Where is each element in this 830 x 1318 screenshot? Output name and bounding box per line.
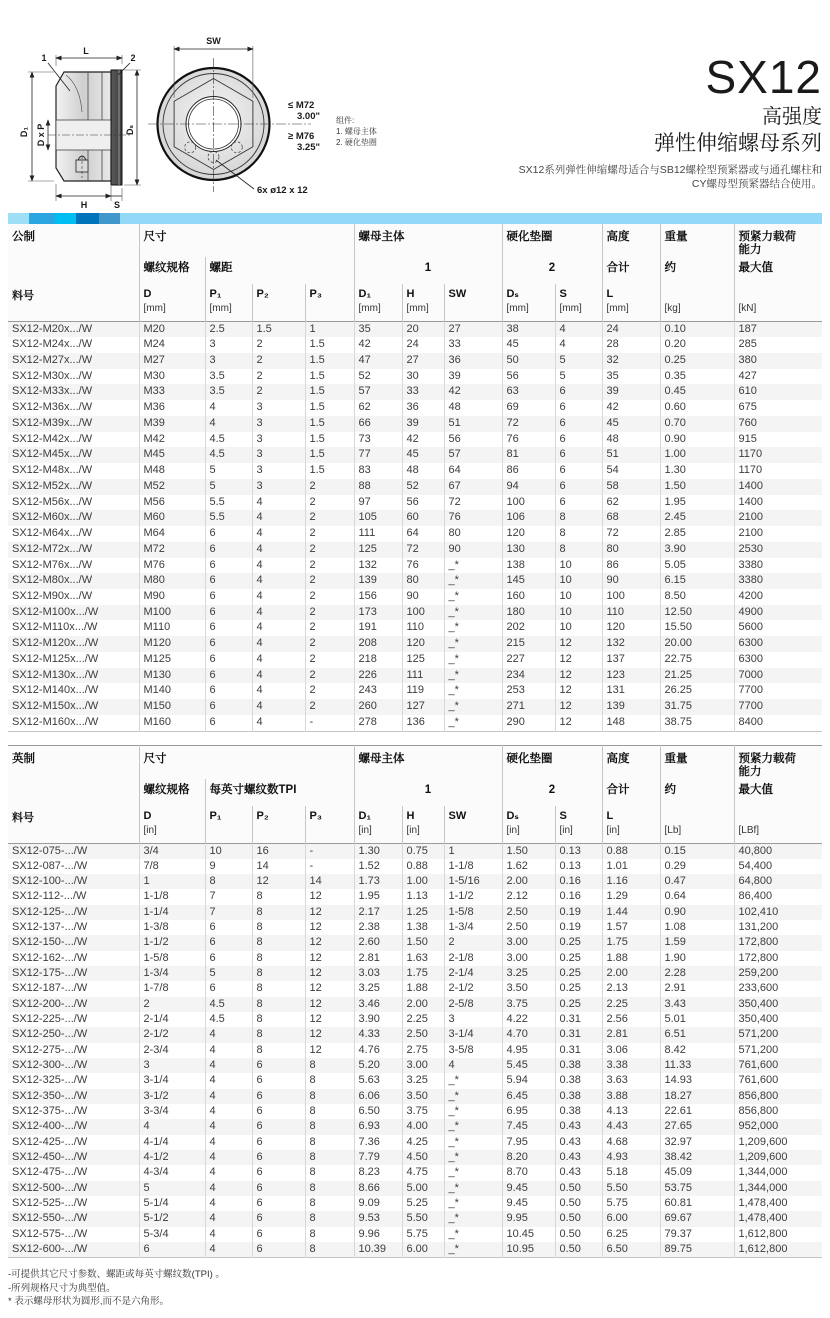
metric-group-size: 尺寸 (139, 224, 354, 257)
section-view (19, 46, 141, 210)
imperial-col-D1: D₁ [in] (354, 806, 402, 843)
table-row: SX12-125-.../W 1-1/4 7 8 12 2.17 1.25 1-5/8 2.50 0.19 1.44 0.90 102,410 (8, 905, 822, 920)
table-row: SX12-M72x.../W M72 6 4 2 125 72 90 130 8 80 3.90 2530 (8, 542, 822, 558)
table-row: SX12-087-.../W 7/8 9 14 - 1.52 0.88 1-1/8 1.62 0.13 1.01 0.29 54,400 (8, 859, 822, 874)
metric-sub-total: 合计 (602, 257, 660, 284)
table-row: SX12-M42x.../W M42 4.5 3 1.5 73 42 56 76 6 48 0.90 915 (8, 432, 822, 448)
metric-system-label: 公制 (8, 224, 139, 257)
brand-bar-segment (29, 213, 55, 224)
series-subtitle-type: 弹性伸缩螺母系列 (654, 132, 822, 155)
metric-sub-pitch: 螺距 (205, 257, 354, 284)
imperial-system-label: 英制 (8, 746, 139, 780)
series-title: SX12 (705, 51, 822, 103)
table-row: SX12-M125x.../W M125 6 4 2 218 125 _* 227 12 137 22.75 6300 (8, 652, 822, 668)
table-row: SX12-M36x.../W M36 4 3 1.5 62 36 48 69 6 42 0.60 675 (8, 400, 822, 416)
metric-col-capacity: [kN] (734, 284, 822, 321)
metric-sub-thread-spec: 螺纹规格 (139, 257, 205, 284)
table-row: SX12-M90x.../W M90 6 4 2 156 90 _* 160 10 100 8.50 4200 (8, 589, 822, 605)
technical-drawing (6, 28, 456, 213)
table-row: SX12-M160x.../W M160 6 4 - 278 136 _* 290 12 148 38.75 8400 (8, 715, 822, 731)
callout-2: 2 (130, 53, 136, 63)
table-row: SX12-575-.../W 5-3/4 4 6 8 9.96 5.75 _* 10.45 0.50 6.25 79.37 1,612,800 (8, 1227, 822, 1242)
footnote-other-sizes: -可提供其它尺寸参数、螺距或每英寸螺纹数(TPI) 。 (8, 1269, 225, 1280)
imperial-col-P2: P₂ (252, 806, 305, 843)
top-section (0, 0, 830, 213)
imperial-group-weight: 重量 (660, 746, 734, 780)
dim-D1-label: D₁ (19, 126, 29, 138)
table-row: SX12-M33x.../W M33 3.5 2 1.5 57 33 42 63 6 39 0.45 610 (8, 384, 822, 400)
imperial-sub-max: 最大值 (734, 779, 822, 806)
table-row: SX12-M64x.../W M64 6 4 2 111 64 80 120 8 72 2.85 2100 (8, 526, 822, 542)
dim-H-label: H (80, 200, 88, 210)
metric-sub-approx: 约 (660, 257, 734, 284)
imperial-sub-washer-index: 2 (502, 779, 602, 806)
imperial-group-preload-capacity: 预紧力载荷 能力 (734, 746, 822, 780)
table-row: SX12-112-.../W 1-1/8 7 8 12 1.95 1.13 1-1/2 2.12 0.16 1.29 0.64 86,400 (8, 889, 822, 904)
footnote-round-shape: * 表示螺母形状为圆形,而不是六角形。 (8, 1296, 169, 1307)
dim-DxP-label: D x P (36, 123, 46, 147)
imperial-group-nut-body: 螺母主体 (354, 746, 502, 780)
metric-sub-nut-index: 1 (354, 257, 502, 284)
series-description: SX12系列弹性伸缩螺母适合与SB12螺栓型预紧器或与通孔螺柱和 CY螺母型预紧器结合使用。 (518, 164, 822, 190)
imperial-col-weight: [Lb] (660, 806, 734, 843)
metric-table-body (8, 321, 822, 731)
brand-bar-segment (99, 213, 120, 224)
table-row: SX12-162-.../W 1-5/8 6 8 12 2.81 1.63 2-1/8 3.00 0.25 1.88 1.90 172,800 (8, 951, 822, 966)
metric-group-washer: 硬化垫圈 (502, 224, 602, 257)
legend-item-nut-body: 1. 螺母主体 (336, 127, 377, 136)
imperial-sub-approx: 约 (660, 779, 734, 806)
table-row: SX12-M130x.../W M130 6 4 2 226 111 _* 234 12 123 21.25 7000 (8, 668, 822, 684)
imperial-col-H: H [in] (402, 806, 444, 843)
dim-SW-label: SW (206, 36, 221, 46)
table-row: SX12-M39x.../W M39 4 3 1.5 66 39 51 72 6 45 0.70 760 (8, 416, 822, 432)
imperial-sub-thread-spec: 螺纹规格 (139, 779, 205, 806)
footnotes (8, 1268, 225, 1309)
metric-col-P3: P₃ (305, 284, 354, 321)
imperial-col-Ds: Dₛ [in] (502, 806, 555, 843)
table-row: SX12-M150x.../W M150 6 4 2 260 127 _* 271 12 139 31.75 7700 (8, 699, 822, 715)
table-row: SX12-M100x.../W M100 6 4 2 173 100 _* 180 10 110 12.50 4900 (8, 605, 822, 621)
table-row: SX12-137-.../W 1-3/8 6 8 12 2.38 1.38 1-3/4 2.50 0.19 1.57 1.08 131,200 (8, 920, 822, 935)
imperial-group-washer: 硬化垫圈 (502, 746, 602, 780)
table-row: SX12-M56x.../W M56 5.5 4 2 97 56 72 100 6 62 1.95 1400 (8, 495, 822, 511)
table-row: SX12-275-.../W 2-3/4 4 8 12 4.76 2.75 3-5/8 4.95 0.31 3.06 8.42 571,200 (8, 1043, 822, 1058)
metric-col-P2: P₂ (252, 284, 305, 321)
brand-color-bar (8, 213, 822, 224)
table-row: SX12-225-.../W 2-1/4 4.5 8 12 3.90 2.25 3 4.22 0.31 2.56 5.01 350,400 (8, 1012, 822, 1027)
metric-group-nut-body: 螺母主体 (354, 224, 502, 257)
table-row: SX12-450-.../W 4-1/2 4 6 8 7.79 4.50 _* 8.20 0.43 4.93 38.42 1,209,600 (8, 1150, 822, 1165)
metric-col-weight: [kg] (660, 284, 734, 321)
front-view (148, 36, 320, 196)
table-row: SX12-M48x.../W M48 5 3 1.5 83 48 64 86 6 54 1.30 1170 (8, 463, 822, 479)
table-row: SX12-425-.../W 4-1/4 4 6 8 7.36 4.25 _* 7.95 0.43 4.68 32.97 1,209,600 (8, 1135, 822, 1150)
legend-title: 组件: (336, 116, 355, 125)
table-row: SX12-500-.../W 5 4 6 8 8.66 5.00 _* 9.45 0.50 5.50 53.75 1,344,000 (8, 1181, 822, 1196)
table-row: SX12-550-.../W 5-1/2 4 6 8 9.53 5.50 _* 9.95 0.50 6.00 69.67 1,478,400 (8, 1211, 822, 1226)
series-subtitle-strength: 高强度 (762, 106, 822, 128)
brand-bar-segment (76, 213, 99, 224)
table-row: SX12-300-.../W 3 4 6 8 5.20 3.00 4 5.45 0.38 3.38 11.33 761,600 (8, 1058, 822, 1073)
note-ge-m76: ≥ M76 (288, 131, 315, 142)
metric-col-D1: D₁ [mm] (354, 284, 402, 321)
table-row: SX12-M120x.../W M120 6 4 2 208 120 _* 215 12 132 20.00 6300 (8, 636, 822, 652)
metric-col-S: S [mm] (555, 284, 602, 321)
metric-col-D: D [mm] (139, 284, 205, 321)
table-row: SX12-250-.../W 2-1/2 4 8 12 4.33 2.50 3-1/4 4.70 0.31 2.81 6.51 571,200 (8, 1027, 822, 1042)
metric-col-Ds: Dₛ [mm] (502, 284, 555, 321)
table-row: SX12-525-.../W 5-1/4 4 6 8 9.09 5.25 _* 9.45 0.50 5.75 60.81 1,478,400 (8, 1196, 822, 1211)
metric-sub-max: 最大值 (734, 257, 822, 284)
table-row: SX12-187-.../W 1-7/8 6 8 12 3.25 1.88 2-1/2 3.50 0.25 2.13 2.91 233,600 (8, 981, 822, 996)
table-row: SX12-M27x.../W M27 3 2 1.5 47 27 36 50 5 32 0.25 380 (8, 353, 822, 369)
table-row: SX12-350-.../W 3-1/2 4 6 8 6.06 3.50 _* 6.45 0.38 3.88 18.27 856,800 (8, 1089, 822, 1104)
brand-bar-segment (55, 213, 76, 224)
imperial-col-part-number: 料号 (8, 806, 139, 843)
table-row: SX12-M80x.../W M80 6 4 2 139 80 _* 145 10 90 6.15 3380 (8, 573, 822, 589)
dim-Ds-label: Dₛ (125, 125, 135, 135)
imperial-table-body (8, 843, 822, 1258)
imperial-group-size: 尺寸 (139, 746, 354, 780)
brand-bar-segment (8, 213, 29, 224)
table-row: SX12-200-.../W 2 4.5 8 12 3.46 2.00 2-5/8 3.75 0.25 2.25 3.43 350,400 (8, 997, 822, 1012)
table-row: SX12-325-.../W 3-1/4 4 6 8 5.63 3.25 _* 5.94 0.38 3.63 14.93 761,600 (8, 1073, 822, 1088)
note-le-inch: 3.00" (297, 111, 320, 122)
brand-bar-segment (120, 213, 822, 224)
note-ge-inch: 3.25" (297, 142, 320, 153)
table-row: SX12-M76x.../W M76 6 4 2 132 76 _* 138 10 86 5.05 3380 (8, 558, 822, 574)
table-row: SX12-100-.../W 1 8 12 14 1.73 1.00 1-5/16 2.00 0.16 1.16 0.47 64,800 (8, 874, 822, 889)
callout-1: 1 (41, 53, 47, 63)
table-row: SX12-175-.../W 1-3/4 5 8 12 3.03 1.75 2-1/4 3.25 0.25 2.00 2.28 259,200 (8, 966, 822, 981)
metric-col-L: L [mm] (602, 284, 660, 321)
footnote-typical-values: -所列规格尺寸为典型值。 (8, 1282, 116, 1294)
metric-col-H: H [mm] (402, 284, 444, 321)
table-row: SX12-M45x.../W M45 4.5 3 1.5 77 45 57 81 6 51 1.00 1170 (8, 447, 822, 463)
table-row: SX12-375-.../W 3-3/4 4 6 8 6.50 3.75 _* 6.95 0.38 4.13 22.61 856,800 (8, 1104, 822, 1119)
table-row: SX12-M60x.../W M60 5.5 4 2 105 60 76 106 8 68 2.45 2100 (8, 510, 822, 526)
metric-spec-table (8, 224, 822, 732)
table-row: SX12-475-.../W 4-3/4 4 6 8 8.23 4.75 _* 8.70 0.43 5.18 45.09 1,344,000 (8, 1165, 822, 1180)
component-legend (336, 115, 377, 147)
metric-sub-washer-index: 2 (502, 257, 602, 284)
metric-group-preload-capacity: 预紧力载荷 能力 (734, 224, 822, 257)
table-row: SX12-400-.../W 4 4 6 8 6.93 4.00 _* 7.45 0.43 4.43 27.65 952,000 (8, 1119, 822, 1134)
dim-L-label: L (83, 46, 89, 56)
imperial-col-S: S [in] (555, 806, 602, 843)
imperial-col-capacity: [LBf] (734, 806, 822, 843)
table-row: SX12-M110x.../W M110 6 4 2 191 110 _* 202 10 120 15.50 5600 (8, 620, 822, 636)
dim-S-label: S (113, 200, 121, 210)
holes-note: 6x ø12 x 12 (257, 185, 308, 196)
imperial-col-L: L [in] (602, 806, 660, 843)
note-le-m72: ≤ M72 (288, 100, 315, 111)
title-block (519, 52, 822, 191)
table-row: SX12-M140x.../W M140 6 4 2 243 119 _* 253 12 131 26.25 7700 (8, 683, 822, 699)
imperial-col-D: D [in] (139, 806, 205, 843)
table-row: SX12-075-.../W 3/4 10 16 - 1.30 0.75 1 1.50 0.13 0.88 0.15 40,800 (8, 843, 822, 859)
imperial-col-P1: P₁ (205, 806, 252, 843)
metric-col-part-number: 料号 (8, 284, 139, 321)
imperial-spec-table (8, 745, 822, 1258)
table-row: SX12-M30x.../W M30 3.5 2 1.5 52 30 39 56 5 35 0.35 427 (8, 369, 822, 385)
imperial-sub-tpi: 每英寸螺纹数TPI (205, 779, 354, 806)
table-row: SX12-600-.../W 6 4 6 8 10.39 6.00 _* 10.95 0.50 6.50 89.75 1,612,800 (8, 1242, 822, 1258)
imperial-sub-nut-index: 1 (354, 779, 502, 806)
metric-col-P1: P₁ [mm] (205, 284, 252, 321)
metric-col-SW: SW (444, 284, 502, 321)
legend-item-washer: 2. 硬化垫圈 (336, 138, 377, 147)
table-row: SX12-M52x.../W M52 5 3 2 88 52 67 94 6 58 1.50 1400 (8, 479, 822, 495)
metric-group-height: 高度 (602, 224, 660, 257)
imperial-group-height: 高度 (602, 746, 660, 780)
table-row: SX12-M20x.../W M20 2.5 1.5 1 35 20 27 38 4 24 0.10 187 (8, 321, 822, 337)
imperial-sub-total: 合计 (602, 779, 660, 806)
imperial-col-SW: SW (444, 806, 502, 843)
imperial-col-P3: P₃ (305, 806, 354, 843)
metric-group-weight: 重量 (660, 224, 734, 257)
table-row: SX12-150-.../W 1-1/2 6 8 12 2.60 1.50 2 3.00 0.25 1.75 1.59 172,800 (8, 935, 822, 950)
table-row: SX12-M24x.../W M24 3 2 1.5 42 24 33 45 4 28 0.20 285 (8, 337, 822, 353)
